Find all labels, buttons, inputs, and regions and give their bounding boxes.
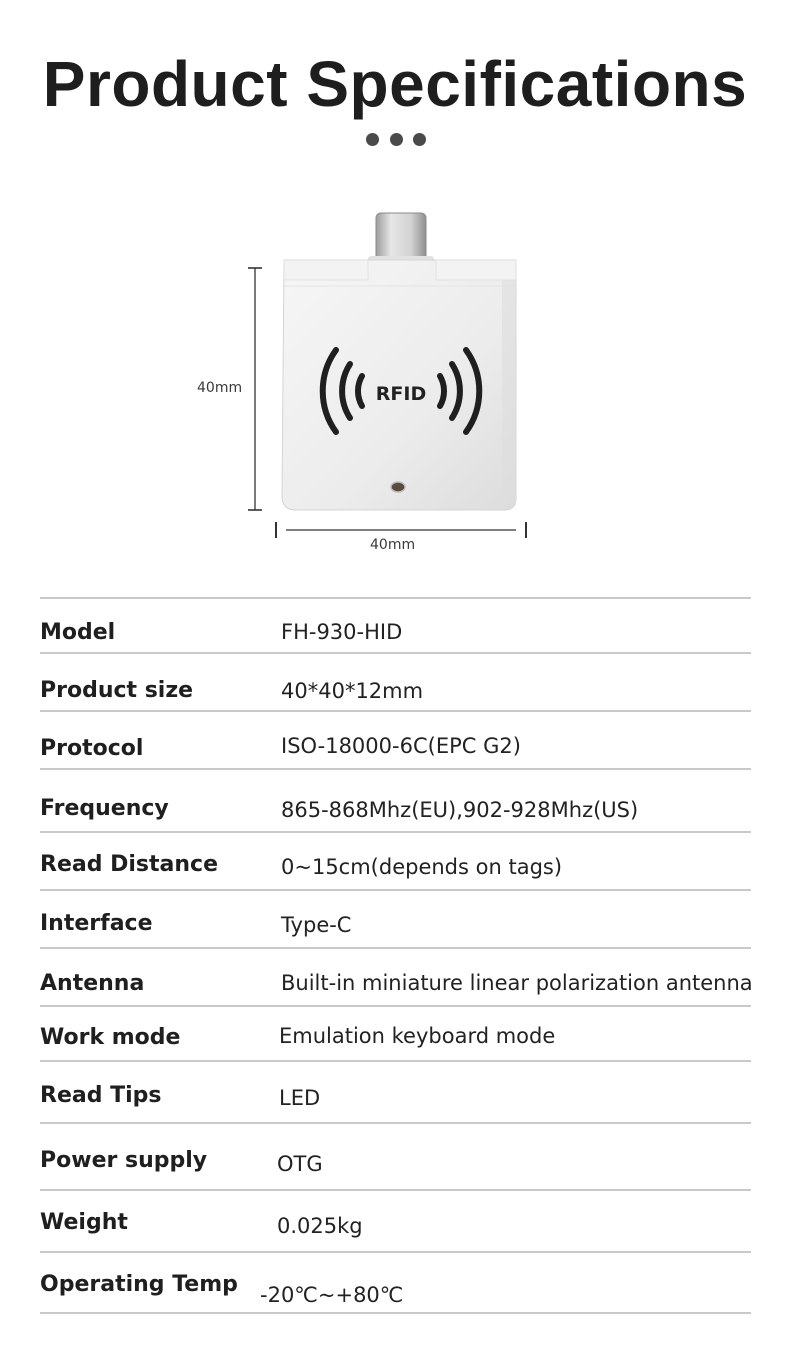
rfid-device-image: [270, 200, 530, 520]
height-dimension-line: [240, 260, 270, 520]
height-label: 40mm: [197, 380, 243, 396]
row-divider: [40, 1060, 751, 1062]
spec-label: Interface: [40, 911, 153, 936]
spec-value: ISO-18000-6C(EPC G2): [281, 734, 521, 758]
spec-label: Read Tips: [40, 1083, 162, 1108]
spec-value: 0.025kg: [277, 1214, 363, 1238]
spec-value: OTG: [277, 1152, 323, 1176]
dot-icon: [413, 133, 426, 146]
spec-value: 40*40*12mm: [281, 679, 424, 703]
spec-value: 0~15cm(depends on tags): [281, 855, 563, 879]
row-divider: [40, 1189, 751, 1191]
row-divider: [40, 947, 751, 949]
rfid-logo-text: RFID: [375, 383, 427, 405]
row-divider: [40, 710, 751, 712]
spec-value: Type-C: [281, 913, 352, 937]
row-divider: [40, 1122, 751, 1124]
dot-icon: [390, 133, 403, 146]
spec-value: FH-930-HID: [281, 620, 403, 644]
spec-value: Built-in miniature linear polarization antenna: [281, 971, 753, 995]
spec-label: Power supply: [40, 1148, 208, 1173]
width-label: 40mm: [370, 537, 416, 553]
spec-label: Operating Temp: [40, 1272, 238, 1297]
row-divider: [40, 597, 751, 599]
row-divider: [40, 1005, 751, 1007]
spec-label: Read Distance: [40, 852, 218, 877]
row-divider: [40, 889, 751, 891]
spec-label: Product size: [40, 678, 194, 703]
row-divider: [40, 1251, 751, 1253]
spec-label: Model: [40, 620, 116, 645]
dot-icon: [366, 133, 379, 146]
row-divider: [40, 652, 751, 654]
row-divider: [40, 1312, 751, 1314]
spec-value: -20℃~+80℃: [260, 1283, 404, 1307]
spec-label: Antenna: [40, 971, 145, 996]
spec-value: Emulation keyboard mode: [279, 1024, 556, 1048]
spec-value: LED: [279, 1086, 321, 1110]
page-title: Product Specifications: [42, 48, 748, 120]
spec-label: Frequency: [40, 796, 169, 821]
spec-value: 865-868Mhz(EU),902-928Mhz(US): [281, 798, 639, 822]
type-c-connector: [376, 213, 426, 261]
spec-label: Work mode: [40, 1025, 181, 1050]
spec-label: Protocol: [40, 736, 144, 761]
led-indicator: [391, 482, 405, 492]
spec-label: Weight: [40, 1210, 128, 1235]
row-divider: [40, 768, 751, 770]
product-illustration: [0, 200, 790, 570]
row-divider: [40, 831, 751, 833]
title-divider-dots: [366, 133, 426, 147]
